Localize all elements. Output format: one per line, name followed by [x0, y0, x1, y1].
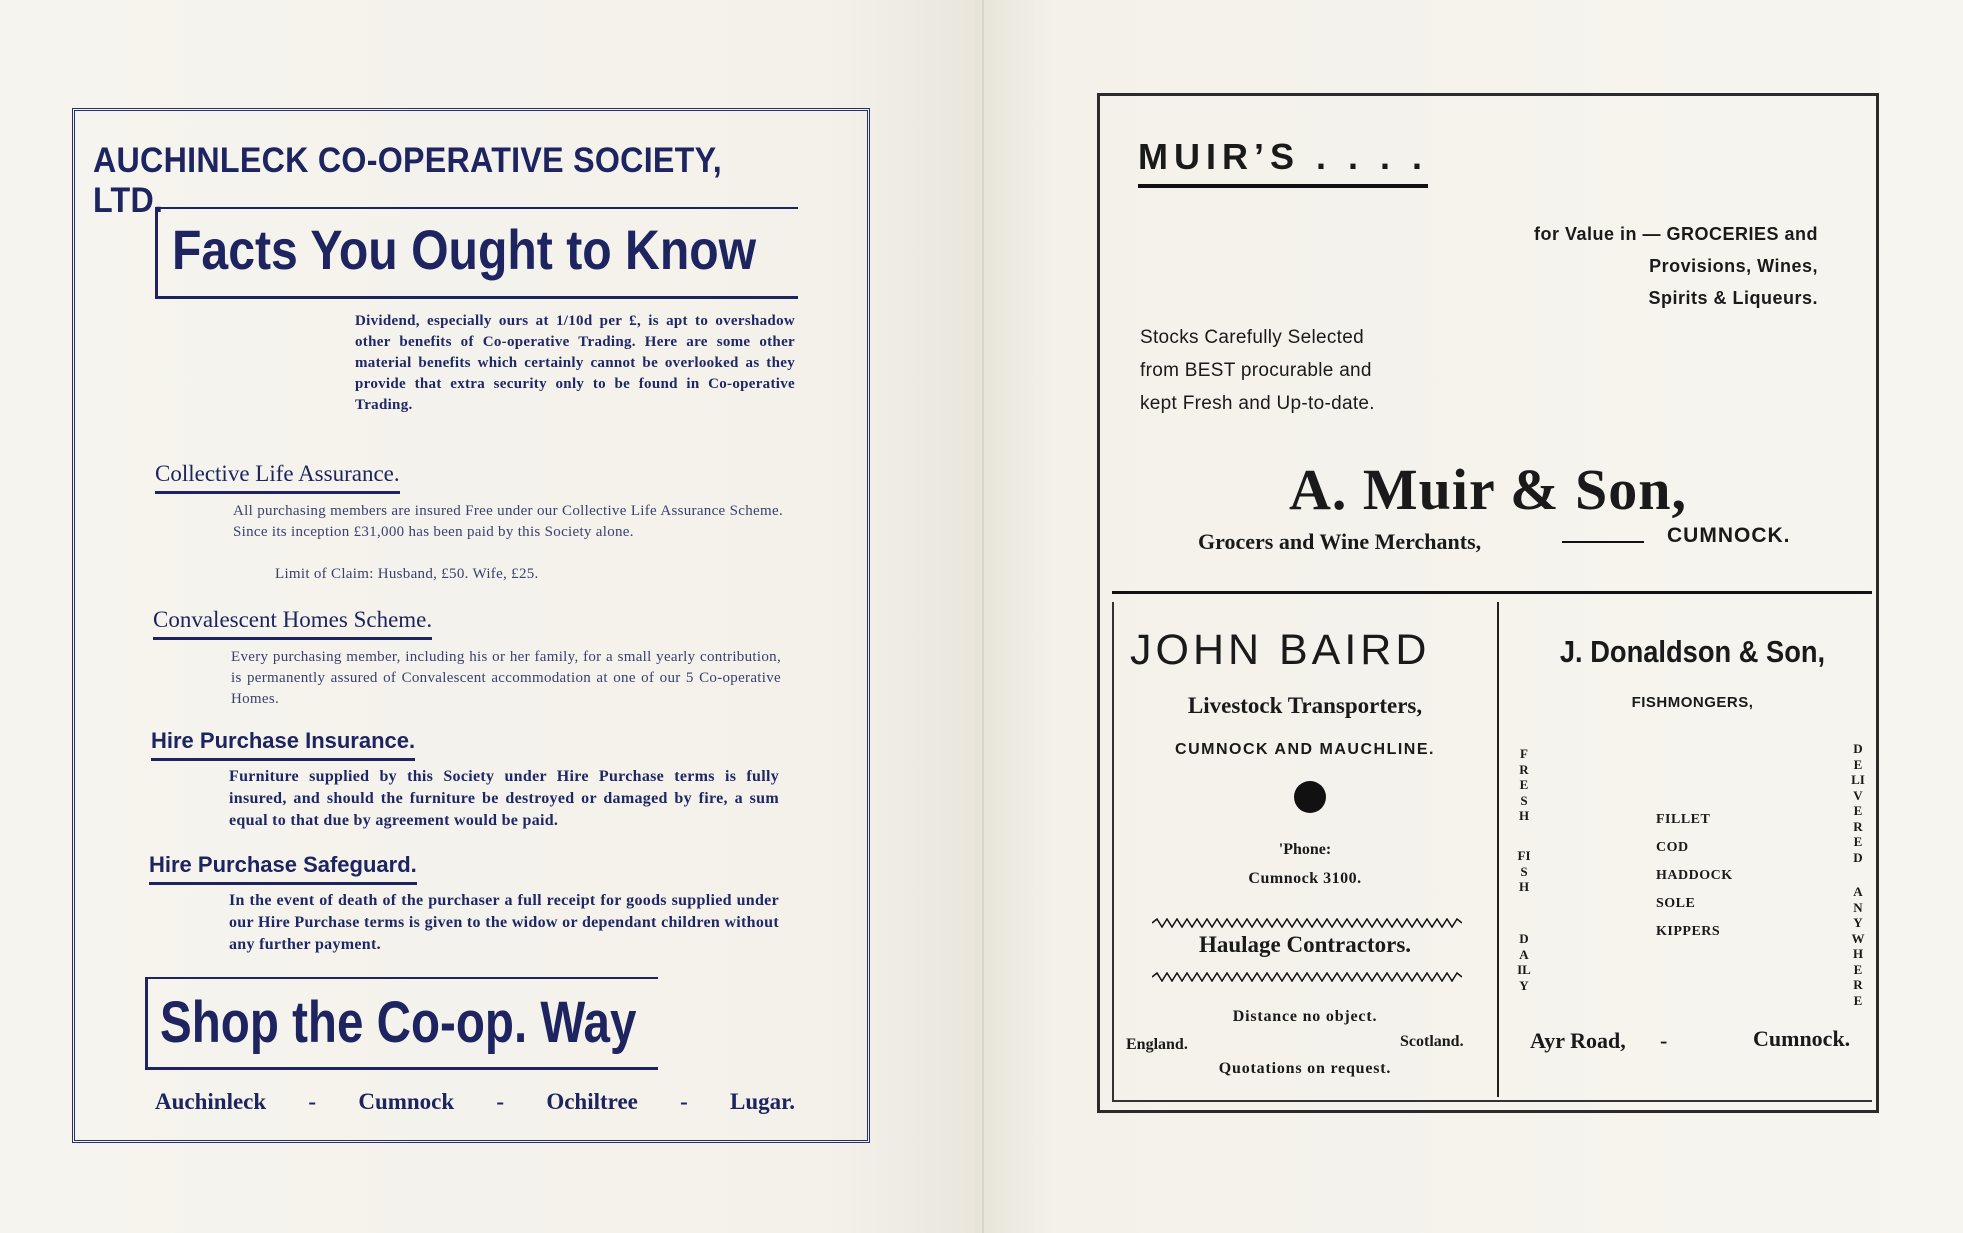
fish-list [1656, 806, 1733, 946]
donaldson-role: FISHMONGERS, [1631, 694, 1754, 711]
town-auchinleck: Auchinleck [155, 1089, 267, 1114]
vertical-word-anywhere: ANYWHERE [1851, 884, 1865, 1008]
donaldson-town: Cumnock. [1753, 1026, 1851, 1051]
donaldson-address-dash: - [1660, 1028, 1668, 1053]
headline: Facts You Ought to Know [172, 218, 757, 281]
section-text-life-assurance: All purchasing members are insured Free under our Collective Life Assurance Scheme. Since its inception £31,000 has been paid by this Society alone. [233, 503, 783, 540]
section-heading-hp-insurance: Hire Purchase Insurance. [151, 728, 415, 761]
muir-dash-rule [1562, 541, 1644, 543]
muir-value-line: Spirits & Liqueurs. [1648, 288, 1818, 308]
muir-value-text [1418, 218, 1818, 314]
baird-distance: Distance no object. [1232, 1008, 1378, 1025]
section-text-hp-safeguard: In the event of death of the purchaser a full receipt for goods supplied under our Hire Purchase terms is given to the widow or dependant children without any further payment. [229, 892, 779, 953]
muir-stock-text [1140, 321, 1430, 420]
town-cumnock: Cumnock [358, 1089, 455, 1114]
limit-of-claim: Limit of Claim: Husband, £50. Wife, £25. [275, 566, 539, 582]
headline-box [155, 207, 798, 299]
town-lugar: Lugar. [730, 1089, 795, 1114]
slogan: Shop the Co-op. Way [160, 990, 637, 1055]
vertical-word-fish: FISH [1517, 848, 1531, 894]
section-text-convalescent: Every purchasing member, including his or her family, for a small yearly contribution, is permanently assured of Convalescent accommodation at one of our 5 Co-operative Homes. [231, 649, 781, 707]
section-heading-life-assurance: Collective Life Assurance. [155, 461, 400, 494]
muir-trade: Grocers and Wine Merchants, [1198, 529, 1482, 554]
vertical-word-delivered: DELIVERED [1851, 741, 1865, 865]
baird-scotland: Scotland. [1400, 1033, 1464, 1050]
baird-location: CUMNOCK AND MAUCHLINE. [1175, 741, 1435, 758]
muir-heading: MUIR’S . . . . [1138, 136, 1428, 188]
horizontal-divider [1112, 591, 1872, 594]
muir-value-line: Provisions, Wines, [1649, 256, 1818, 276]
muir-town: CUMNOCK. [1667, 524, 1791, 547]
list-item: FILLET [1656, 812, 1711, 827]
donaldson-address: Ayr Road, [1530, 1028, 1626, 1053]
list-item: KIPPERS [1656, 924, 1721, 939]
vertical-word-daily: DAILY [1517, 931, 1531, 993]
town-separator: - [680, 1089, 688, 1114]
list-item: HADDOCK [1656, 868, 1733, 883]
list-item: SOLE [1656, 896, 1696, 911]
page-gutter [982, 0, 984, 1233]
vertical-word-fresh: FRESH [1518, 746, 1530, 823]
section-heading-hp-safeguard: Hire Purchase Safeguard. [149, 852, 417, 885]
baird-role: Livestock Transporters, [1187, 693, 1423, 718]
baird-phone-label: 'Phone: [1278, 841, 1332, 858]
right-adverts-frame [1097, 93, 1879, 1113]
society-title: AUCHINLECK CO-OPERATIVE SOCIETY, LTD. [93, 141, 723, 220]
slogan-box [145, 977, 658, 1070]
intro-paragraph: Dividend, especially ours at 1/10d per £, is apt to overshadow other benefits of Co-operative Trading. Here are some other material benefits which certainly cannot be overlooked as they provide that extra security only to be found in Co-operative Trading. [355, 313, 795, 413]
baird-england: England. [1126, 1036, 1188, 1053]
towns-line [155, 1089, 795, 1115]
muir-value-line: for Value in — GROCERIES and [1533, 224, 1818, 244]
town-separator: - [308, 1089, 317, 1114]
section-text-hp-insurance: Furniture supplied by this Society under Hire Purchase terms is fully insured, and should the furniture be destroyed or damaged by fire, a sum equal to that due by agreement would be paid. [229, 768, 779, 829]
coop-advert [72, 108, 870, 1143]
baird-name: JOHN BAIRD [1130, 626, 1431, 674]
muir-stock-line: kept Fresh and Up-to-date. [1140, 393, 1375, 414]
town-ochiltree: Ochiltree [546, 1089, 638, 1114]
wavy-rule-icon [1152, 918, 1462, 928]
baird-service: Haulage Contractors. [1198, 932, 1412, 957]
muir-stock-line: from BEST procurable and [1140, 360, 1372, 381]
wavy-rule-icon [1152, 972, 1462, 982]
baird-phone: Cumnock 3100. [1248, 870, 1362, 887]
bullet-dot-icon [1294, 781, 1326, 813]
donaldson-name: J. Donaldson & Son, [1559, 634, 1826, 669]
list-item: COD [1656, 840, 1689, 855]
muir-company-name: A. Muir & Son, [1288, 457, 1688, 522]
section-heading-convalescent: Convalescent Homes Scheme. [153, 607, 432, 640]
town-separator: - [496, 1089, 505, 1114]
baird-quotations: Quotations on request. [1218, 1060, 1392, 1077]
vertical-divider [1497, 602, 1499, 1097]
muir-stock-line: Stocks Carefully Selected [1140, 327, 1364, 348]
